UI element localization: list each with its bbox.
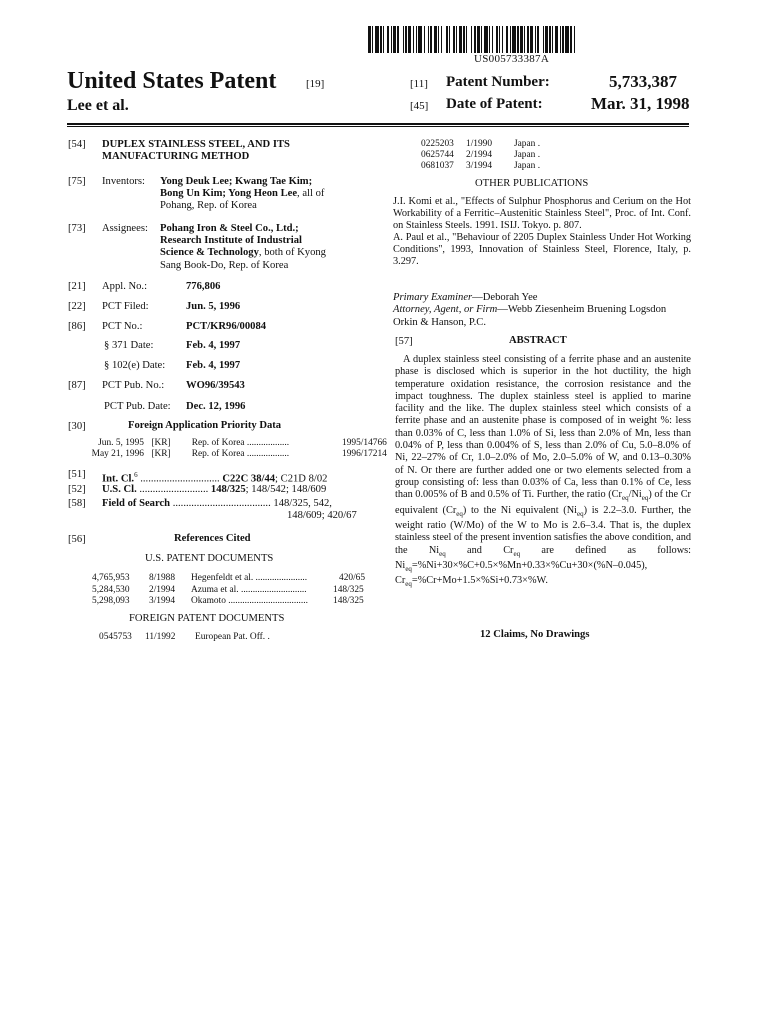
priority-country: Rep. of Korea .................. xyxy=(191,438,290,448)
abstract-part: /Ni xyxy=(628,489,642,501)
authors: Lee et al. xyxy=(67,97,129,114)
publication-2: A. Paul et al., "Behaviour of 2205 Duplex Stainless Under Hot Working Conditions", 1993, Innovation of Stainless Steel, Florence, Italy, p. 3.297. xyxy=(393,231,691,267)
fos-leader: ..................................... xyxy=(172,498,271,509)
us-doc-row xyxy=(92,573,365,584)
barcode-bar xyxy=(463,26,465,53)
priority-date: May 21, 1996 xyxy=(91,449,144,459)
claims-summary: 12 Claims, No Drawings xyxy=(480,629,590,640)
subscript: eq xyxy=(439,549,446,558)
inventors-line1: Yong Deuk Lee; Kwang Tae Kim; xyxy=(160,176,313,187)
date-code: [45] xyxy=(410,100,429,112)
barcode-bar xyxy=(453,26,455,53)
assignees-line4: Sang Book-Do, Rep. of Korea xyxy=(160,260,289,271)
foreign-doc-date: 11/1992 xyxy=(145,632,176,642)
foreign-doc-row xyxy=(421,161,540,172)
barcode-bar xyxy=(372,26,373,53)
us-doc-date: 2/1994 xyxy=(149,585,176,595)
abstract-part: and Cr xyxy=(445,544,514,556)
priority-country-code: [KR] xyxy=(151,449,171,459)
barcode-bar xyxy=(562,26,564,53)
title-code: [19] xyxy=(306,78,325,90)
uscl-label: U.S. Cl. xyxy=(102,484,137,495)
s102-value: Feb. 4, 1997 xyxy=(186,360,241,371)
foreign-docs-title: FOREIGN PATENT DOCUMENTS xyxy=(129,613,285,624)
foreign-doc-number: 0681037 xyxy=(421,161,454,171)
inventors-code: [75] xyxy=(68,176,86,187)
barcode-bar xyxy=(527,26,529,53)
barcode-bar xyxy=(438,26,439,53)
barcode-bar xyxy=(510,26,511,53)
uscl-leader: .......................... xyxy=(139,484,209,495)
barcode-bar xyxy=(375,26,379,53)
intcl-label: Int. Cl. xyxy=(102,473,135,485)
barcode-bar xyxy=(449,26,450,53)
barcode-bar xyxy=(471,26,472,53)
subscript: eq xyxy=(405,564,412,573)
uscl-secondary: ; 148/542; 148/609 xyxy=(245,484,327,495)
patent-number-label: Patent Number: xyxy=(446,74,550,90)
barcode-bar xyxy=(496,26,498,53)
barcode-bar xyxy=(512,26,516,53)
inventors-names: Bong Un Kim; Yong Heon Lee xyxy=(160,188,298,199)
foreign-doc-name: European Pat. Off. . xyxy=(195,632,270,642)
us-doc-date: 3/1994 xyxy=(149,596,176,606)
foreign-doc-name: Japan . xyxy=(514,150,541,160)
examiner-name: —Deborah Yee xyxy=(472,292,538,303)
barcode-bar xyxy=(545,26,548,53)
priority-date: Jun. 5, 1995 xyxy=(98,438,144,448)
barcode-bar xyxy=(441,26,442,53)
barcode-bar xyxy=(424,26,425,53)
patent-number: 5,733,387 xyxy=(609,72,677,91)
barcode-bar xyxy=(405,26,407,53)
barcode-bar xyxy=(560,26,561,53)
barcode-bar xyxy=(506,26,508,53)
intcl-code: [51] xyxy=(68,469,86,480)
date-label: Date of Patent: xyxy=(446,96,543,112)
us-doc-row xyxy=(92,596,364,607)
barcode-bar xyxy=(393,26,396,53)
barcode-bar xyxy=(408,26,411,53)
abstract-part: ) is 2.2–3.0. Further, the weight ratio (W/Mo) of the W to Mo is 2.6–3.4. That is, the duplex stainless steel of the present invention satisfies the above condition, and the Ni xyxy=(395,504,691,556)
inventors-label: Inventors: xyxy=(102,176,145,187)
barcode-bar xyxy=(565,26,569,53)
us-doc-row xyxy=(92,585,364,596)
other-publications xyxy=(393,196,691,267)
barcode-bar xyxy=(570,26,572,53)
us-doc-class: 148/325 xyxy=(333,585,364,595)
inventors-line2 xyxy=(160,188,324,201)
barcode-bar xyxy=(403,26,404,53)
barcode-bar xyxy=(383,26,384,53)
foreign-doc-row xyxy=(421,139,540,150)
barcode-bar xyxy=(489,26,490,53)
foreign-doc-number: 0225203 xyxy=(421,139,454,149)
foreign-doc-name: Japan . xyxy=(514,139,541,149)
barcode-bar xyxy=(368,26,371,53)
appl-label: Appl. No.: xyxy=(102,281,148,292)
priority-number: 1996/17214 xyxy=(342,449,387,459)
pct-no-code: [86] xyxy=(68,321,86,332)
us-doc-number: 5,298,093 xyxy=(92,596,130,606)
assignee-name: Science & Technology xyxy=(160,247,259,258)
subscript: eq xyxy=(577,509,584,518)
barcode-bar xyxy=(530,26,533,53)
uscl-line xyxy=(102,484,326,497)
us-doc-name: Hegenfeldt et al. ...................... xyxy=(191,573,308,583)
inventors-suffix: , all of xyxy=(297,188,325,199)
priority-code: [30] xyxy=(68,421,86,432)
intcl-secondary: ; C21D 8/02 xyxy=(275,473,328,485)
intcl-superscript: 6 xyxy=(134,471,138,479)
s371-value: Feb. 4, 1997 xyxy=(186,340,241,351)
barcode-bar xyxy=(474,26,476,53)
barcode-bar xyxy=(502,26,503,53)
barcode-bar xyxy=(416,26,417,53)
abstract-part: =%Cr+Mo+1.5×%Si+0.73×%W. xyxy=(411,575,548,587)
priority-number: 1995/14766 xyxy=(342,438,387,448)
s371-label: § 371 Date: xyxy=(104,340,154,351)
header-rule-thin xyxy=(67,126,689,127)
pct-filed-code: [22] xyxy=(68,301,86,312)
us-doc-name: Azuma et al. ............................ xyxy=(191,585,307,595)
invention-title-line2: MANUFACTURING METHOD xyxy=(102,151,250,162)
barcode-bar xyxy=(524,26,525,53)
appl-code: [21] xyxy=(68,281,86,292)
us-doc-class: 420/65 xyxy=(339,573,366,583)
subscript: eq xyxy=(405,580,412,589)
barcode-bar xyxy=(499,26,500,53)
fos-line xyxy=(102,498,332,511)
barcode-bar xyxy=(459,26,462,53)
abstract-code: [57] xyxy=(395,336,413,347)
attorney-name: —Webb Ziesenheim Bruening Logsdon Orkin & Hanson, P.C. xyxy=(393,304,667,328)
s102-label: § 102(e) Date: xyxy=(104,360,166,371)
other-pubs-title: OTHER PUBLICATIONS xyxy=(475,178,589,189)
us-doc-name: Okamoto .................................. xyxy=(191,596,308,606)
assignee-suffix: , both of Kyong xyxy=(258,247,326,258)
us-doc-class: 148/325 xyxy=(333,596,364,606)
abstract-part: ) to the Ni equivalent (Ni xyxy=(462,504,578,516)
date-of-patent: Mar. 31, 1998 xyxy=(591,94,690,113)
barcode-bar xyxy=(535,26,536,53)
pub-date-label: PCT Pub. Date: xyxy=(104,401,171,412)
barcode xyxy=(368,26,688,53)
pub-date-value: Dec. 12, 1996 xyxy=(186,401,246,412)
fos-value2: 148/609; 420/67 xyxy=(287,510,357,521)
us-doc-date: 8/1988 xyxy=(149,573,176,583)
foreign-doc-name: Japan . xyxy=(514,161,541,171)
examiner-line xyxy=(393,292,537,305)
assignees-line3 xyxy=(160,247,326,260)
appl-value: 776,806 xyxy=(186,281,221,292)
abstract-text xyxy=(395,354,691,591)
pct-no-value: PCT/KR96/00084 xyxy=(186,321,267,332)
intcl-primary: C22C 38/44 xyxy=(222,473,276,485)
barcode-bar xyxy=(537,26,539,53)
inventors-line3: Pohang, Rep. of Korea xyxy=(160,200,257,211)
barcode-bar xyxy=(549,26,551,53)
barcode-bar xyxy=(574,26,575,53)
priority-country: Rep. of Korea .................. xyxy=(191,449,290,459)
barcode-bar xyxy=(552,26,553,53)
abstract-part: =%Ni+30×%C+0.5×%Mn+0.33×%Cu+30×(%N–0.045), Cr xyxy=(395,559,648,587)
assignees-label: Assignees: xyxy=(102,223,148,234)
abstract-part: A duplex stainless steel consisting of a ferrite phase and an austenite phase is disclosed which is superior in the hot ductility, the high temperature oxidation resistance, the corrosion resistance and the impact toughness. The duplex stainless steel is applied to marine facility and the like. The duplex stainless steel which consists of a ferrite phase and an austenite phase is composed of in weight %: less than 0.03% of C, less than 1.0% of Si, less than 2.0% of Mn, less than 0.04% of P, less than 0.004% of S, less than 2.0% of Cu, 5.0–8.0% of Ni, 22–27% of Cr, 1.0–2.0% of Mo, 2.0–5.0% of W, and 0.13–0.30% of N. Or there are further added one or two elements selected from a group consisting of: less than 0.03% of Ca, less than 0.1% of Ce, less than 0.005% of B and 0.5% of Ti. Further, the ratio (Cr xyxy=(395,354,691,501)
barcode-bar xyxy=(456,26,457,53)
fos-value1: 148/325, 542, xyxy=(273,498,332,509)
foreign-doc-number: 0625744 xyxy=(421,150,454,160)
subscript: eq xyxy=(621,494,629,503)
patent-title: United States Patent xyxy=(67,68,277,94)
barcode-bar xyxy=(391,26,392,53)
foreign-doc-number: 0545753 xyxy=(99,632,132,642)
us-doc-number: 5,284,530 xyxy=(92,585,130,595)
barcode-bar xyxy=(543,26,544,53)
patent-number-code: [11] xyxy=(410,78,428,90)
pub-no-code: [87] xyxy=(68,380,86,391)
document-number: US005733387A xyxy=(474,53,550,65)
barcode-bar xyxy=(387,26,389,53)
barcode-bar xyxy=(430,26,432,53)
abstract-body xyxy=(395,354,691,591)
invention-title-line1: DUPLEX STAINLESS STEEL, AND ITS xyxy=(102,139,290,150)
foreign-doc-date: 2/1994 xyxy=(466,150,493,160)
abstract-part: ) of the Cr equivalent (Cr xyxy=(395,489,691,516)
subscript: eq xyxy=(641,494,649,503)
subscript: eq xyxy=(456,509,463,518)
pub-no-label: PCT Pub. No.: xyxy=(102,380,165,391)
barcode-bar xyxy=(517,26,519,53)
barcode-bar xyxy=(413,26,414,53)
fos-code: [58] xyxy=(68,498,86,509)
barcode-bar xyxy=(481,26,482,53)
priority-country-code: [KR] xyxy=(151,438,171,448)
refs-title: References Cited xyxy=(174,533,251,544)
foreign-doc-row xyxy=(421,150,540,161)
abstract-title: ABSTRACT xyxy=(509,335,567,346)
pub-no-value: WO96/39543 xyxy=(186,380,245,391)
pct-filed-label: PCT Filed: xyxy=(102,301,149,312)
barcode-bar xyxy=(397,26,399,53)
barcode-bar xyxy=(380,26,382,53)
barcode-bar xyxy=(418,26,422,53)
abstract-part: are defined as follows: Ni xyxy=(395,544,692,571)
barcode-bar xyxy=(466,26,467,53)
title-field-code: [54] xyxy=(68,139,86,150)
attorney-label: Attorney, Agent, or Firm xyxy=(393,304,498,315)
barcode-bar xyxy=(446,26,448,53)
attorney-line xyxy=(393,304,691,329)
subscript: eq xyxy=(513,549,521,558)
barcode-bar xyxy=(555,26,558,53)
priority-row xyxy=(72,449,387,460)
barcode-bar xyxy=(520,26,523,53)
priority-title: Foreign Application Priority Data xyxy=(128,420,282,431)
publication-1: J.I. Komi et al., "Effects of Sulphur Phosphorus and Cerium on the Hot Workability of a Ferritic–Austenitic Stainless Steel", Proc. of Int. Conf. on Stainless Steels. 1991. ISIJ. Tokyo. p. 807. xyxy=(393,196,691,231)
foreign-doc-date: 3/1994 xyxy=(466,161,493,171)
refs-code: [56] xyxy=(68,534,86,545)
pct-no-label: PCT No.: xyxy=(102,321,143,332)
barcode-bar xyxy=(492,26,493,53)
barcode-bar xyxy=(428,26,429,53)
intcl-leader: .............................. xyxy=(140,473,220,485)
assignees-line2: Research Institute of Industrial xyxy=(160,235,302,246)
barcode-bar xyxy=(434,26,437,53)
priority-row xyxy=(82,438,387,449)
barcode-bar xyxy=(484,26,488,53)
assignees-code: [73] xyxy=(68,223,86,234)
assignees-line1: Pohang Iron & Steel Co., Ltd.; xyxy=(160,223,299,234)
uscl-code: [52] xyxy=(68,484,86,495)
us-docs-title: U.S. PATENT DOCUMENTS xyxy=(145,553,274,564)
uscl-primary: 148/325 xyxy=(210,484,246,495)
barcode-bar xyxy=(477,26,480,53)
pct-filed-value: Jun. 5, 1996 xyxy=(186,301,241,312)
fos-label: Field of Search xyxy=(102,498,171,509)
header-rule xyxy=(67,123,689,125)
us-doc-number: 4,765,953 xyxy=(92,573,130,583)
foreign-doc-date: 1/1990 xyxy=(466,139,493,149)
foreign-doc-row xyxy=(99,632,270,643)
examiner-label: Primary Examiner xyxy=(393,292,473,303)
